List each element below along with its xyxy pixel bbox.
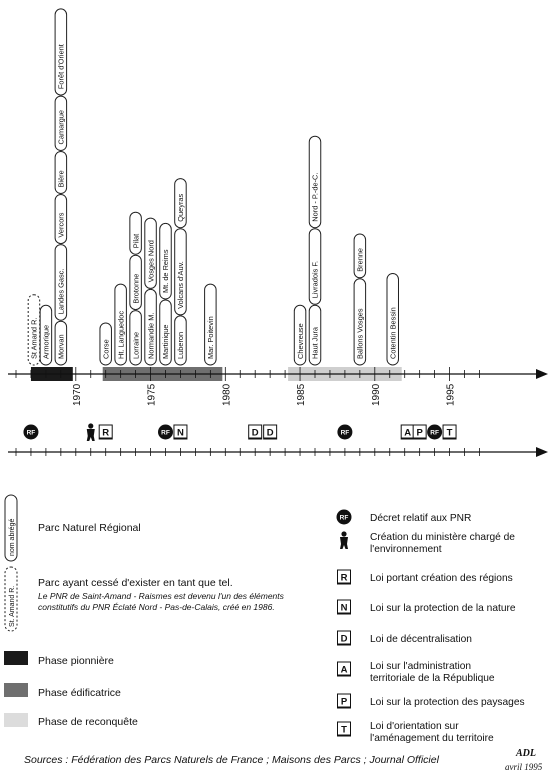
event-legend-text-a: territoriale de la République [370, 673, 495, 684]
park-label-corse: Corse [101, 339, 111, 359]
year-label-1975: 1975 [146, 383, 158, 406]
park-label-vosges-nord: Vosges Nord [146, 240, 156, 283]
park-label-mar-poitevin: Mar. Poitevin [206, 316, 216, 359]
legend-reconquest-swatch [4, 713, 28, 727]
event-legend-text-t: Loi d'orientation sur [370, 721, 459, 732]
minister-person-icon [87, 423, 95, 441]
law-t-icon-letter: T [341, 724, 347, 736]
event-legend-text-t: l'aménagement du territoire [370, 733, 494, 744]
park-label-volcans-d-auv-: Volcans d'Auv. [176, 261, 186, 309]
park-label-ballons-vosges: Ballons Vosges [355, 308, 365, 359]
park-label-queyras: Queyras [176, 193, 186, 222]
law-d-icon-letter: D [266, 427, 274, 439]
minister-person-icon [340, 531, 348, 549]
law-r-icon-letter: R [102, 427, 110, 439]
year-label-1980: 1980 [221, 383, 233, 406]
legend-pnr-label: Parc Naturel Régional [38, 522, 141, 534]
legend-ceased-sample [4, 566, 18, 632]
park-label-lorraine: Lorraine [131, 331, 141, 359]
law-p-icon-letter: P [416, 427, 423, 439]
legend-pnr-sample [4, 494, 18, 562]
rf-decree-icon-text: RF [430, 429, 439, 437]
event-legend-text-n: Loi sur la protection de la nature [370, 603, 516, 614]
law-t-icon-letter: T [446, 427, 453, 439]
park-label-chevreuse: Chevreuse [295, 323, 305, 359]
park-label-st-amand-r-: St Amand R. [29, 317, 39, 359]
park-label-landes-gasc-: Landes Gasc. [56, 268, 66, 315]
sources-text: Sources : Fédération des Parcs Naturels de France ; Maisons des Parcs ; Journal Officiel [24, 754, 439, 766]
park-label-camargue: Camargue [56, 109, 66, 145]
law-d-icon-letter: D [251, 427, 259, 439]
event-legend-text-rf: Décret relatif aux PNR [370, 513, 472, 524]
svg-text:St. Amand R.: St. Amand R. [9, 585, 16, 627]
event-legend-text-d: Loi de décentralisation [370, 634, 472, 645]
park-label-armorique: Armorique [41, 324, 51, 359]
time-axis-arrow [536, 369, 548, 379]
park-label-haut-jura: Haut Jura [310, 326, 320, 359]
law-n-icon-letter: N [340, 602, 348, 614]
svg-text:nom abrégé: nom abrégé [9, 518, 16, 556]
legend-ceased-label: Parc ayant cessé d'exister en tant que tel. [38, 577, 233, 589]
legend-ceased-note-2: constitutifs du PNR Éclaté Nord - Pas-de-Calais, créé en 1986. [38, 602, 275, 612]
park-label-bi-re: Bière [56, 170, 66, 188]
rf-decree-icon-text: RF [26, 429, 36, 437]
park-label-for-t-d-orient: Forêt d'Orient [56, 44, 66, 90]
legend-construction-swatch [4, 683, 28, 697]
event-legend [330, 500, 559, 780]
legend-reconquest-label: Phase de reconquête [38, 716, 138, 728]
event-legend-text-p: Loi sur la protection des paysages [370, 697, 525, 708]
legend-construction-label: Phase édificatrice [38, 687, 121, 699]
park-label-luberon: Luberon [176, 331, 186, 359]
park-label-martinique: Martinique [161, 324, 171, 359]
event-axis-arrow [536, 447, 548, 457]
park-label-vercors: Vercors [56, 212, 66, 238]
year-label-1995: 1995 [445, 383, 457, 406]
park-label-ht-languedoc: Ht. Languedoc [116, 310, 126, 359]
park-label-nord-p-de-c-: Nord - P.-de-C. [310, 172, 320, 222]
park-label-livradois-f-: Livradois F. [310, 260, 320, 299]
legend-pioneer-label: Phase pionnière [38, 655, 114, 667]
rf-decree-icon-text: RF [161, 429, 170, 437]
park-label-mt-de-reims: Mt. de Reims [161, 249, 171, 293]
author-signature: ADL [516, 748, 536, 759]
year-label-1985: 1985 [296, 383, 308, 406]
law-a-icon-letter: A [404, 427, 412, 439]
law-a-icon-letter: A [340, 664, 348, 676]
park-label-pilat: Pilat [131, 233, 141, 249]
event-legend-text-person: l'environnement [370, 544, 442, 555]
event-legend-text-person: Création du ministère chargé de [370, 532, 515, 543]
legend-pioneer-swatch [4, 651, 28, 665]
date-text: avril 1995 [505, 762, 543, 772]
park-label-cotentin-bessin: Cotentin Bessin [388, 307, 398, 359]
legend-ceased-note-1: Le PNR de Saint-Amand - Raismes est devenu l'un des éléments [38, 591, 284, 601]
year-label-1970: 1970 [71, 383, 83, 406]
law-r-icon-letter: R [340, 572, 348, 584]
event-legend-text-a: Loi sur l'administration [370, 661, 472, 672]
park-label-brenne: Brenne [355, 247, 365, 272]
rf-decree-icon-text: RF [340, 429, 350, 437]
park-label-morvan: Morvan [56, 334, 66, 359]
year-label-1990: 1990 [370, 383, 382, 406]
law-d-icon-letter: D [340, 633, 348, 645]
law-n-icon-letter: N [177, 427, 184, 439]
law-p-icon-letter: P [340, 696, 348, 708]
park-label-normandie-m-: Normandie M. [146, 312, 156, 359]
park-label-brotonne: Brotonne [131, 273, 141, 304]
rf-decree-icon-text: RF [339, 514, 349, 522]
event-legend-text-r: Loi portant création des régions [370, 573, 513, 584]
